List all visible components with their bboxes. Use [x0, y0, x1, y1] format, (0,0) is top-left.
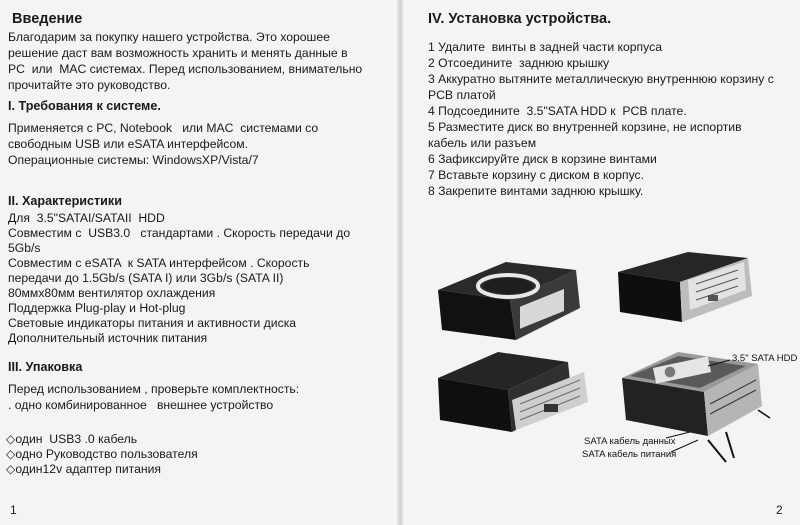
package-item: ◇один USB3 .0 кабель: [6, 432, 138, 446]
install-step: кабель или разъем: [428, 136, 537, 150]
specs-line: Поддержка Plug-play и Hot-plug: [8, 301, 186, 315]
install-step: 7 Вставьте корзину с диском в корпус.: [428, 168, 645, 182]
install-step: 4 Подсоедините 3.5"SATA HDD к PCB плате.: [428, 104, 687, 118]
page-number: 1: [10, 503, 17, 517]
intro-line: Благодарим за покупку нашего устройства. Это хорошее: [8, 30, 330, 44]
package-heading: III. Упаковка: [8, 360, 83, 374]
left-page: [0, 0, 392, 525]
enclosure-closed-figure: [438, 262, 580, 340]
requirements-heading: I. Требования к системе.: [8, 99, 161, 113]
specs-line: Совместим с eSATA к SATA интерфейсом . Скорость: [8, 256, 310, 270]
specs-line: Дополнительный источник питания: [8, 331, 208, 345]
enclosure-tray-figure: [438, 352, 588, 432]
specs-line: 5Gb/s: [8, 241, 41, 255]
specs-line: Совместим с USB3.0 стандартами . Скорость передачи до: [8, 226, 351, 240]
install-step: 2 Отсоедините заднюю крышку: [428, 56, 610, 70]
specs-line: Световые индикаторы питания и активности диска: [8, 316, 297, 330]
intro-heading: Введение: [12, 11, 83, 27]
install-step: 1 Удалите винты в задней части корпуса: [428, 40, 662, 54]
requirements-line: Применяется с PC, Notebook или MAC системами со: [8, 121, 319, 135]
page-fold: [396, 0, 404, 525]
requirements-line: свободным USB или eSATA интерфейсом.: [8, 137, 249, 151]
install-step: 6 Зафиксируйте диск в корзине винтами: [428, 152, 657, 166]
page-number: 2: [776, 503, 783, 517]
install-heading: IV. Установка устройства.: [428, 11, 612, 27]
label-data-cable: SATA кабель данных: [584, 436, 676, 447]
package-line: . одно комбинированное внешнее устройство: [8, 398, 274, 412]
specs-line: 80ммx80мм вентилятор охлаждения: [8, 286, 216, 300]
specs-heading: II. Характеристики: [8, 194, 122, 208]
install-step: 3 Аккуратно вытяните металлическую внутреннюю корзину с: [428, 72, 774, 86]
package-item: ◇одно Руководство пользователя: [6, 447, 198, 461]
requirements-line: Операционные системы: WindowsXP/Vista/7: [8, 153, 259, 167]
enclosure-open-back-figure: [618, 252, 752, 322]
install-step: 8 Закрепите винтами заднюю крышку.: [428, 184, 644, 198]
package-item: ◇один12v адаптер питания: [6, 462, 161, 476]
label-hdd: 3.5" SATA HDD: [732, 353, 798, 364]
specs-line: Для 3.5"SATAI/SATAII HDD: [8, 211, 165, 225]
install-step: PCB платой: [428, 88, 496, 102]
intro-line: прочитайте это руководство.: [8, 78, 171, 92]
install-step: 5 Разместите диск во внутренней корзине, не испортив: [428, 120, 742, 134]
right-page: [408, 0, 800, 525]
specs-line: передачи до 1.5Gb/s (SATA I) или 3Gb/s (SATA II): [8, 271, 284, 285]
installation-figures: [408, 0, 800, 525]
package-line: Перед использованием , проверьте комплектность:: [8, 382, 300, 396]
label-power-cable: SATA кабель питания: [582, 449, 677, 460]
intro-line: решение даст вам возможность хранить и менять данные в: [8, 46, 348, 60]
intro-line: PC или MAC системах. Перед использованием, внимательно: [8, 62, 363, 76]
